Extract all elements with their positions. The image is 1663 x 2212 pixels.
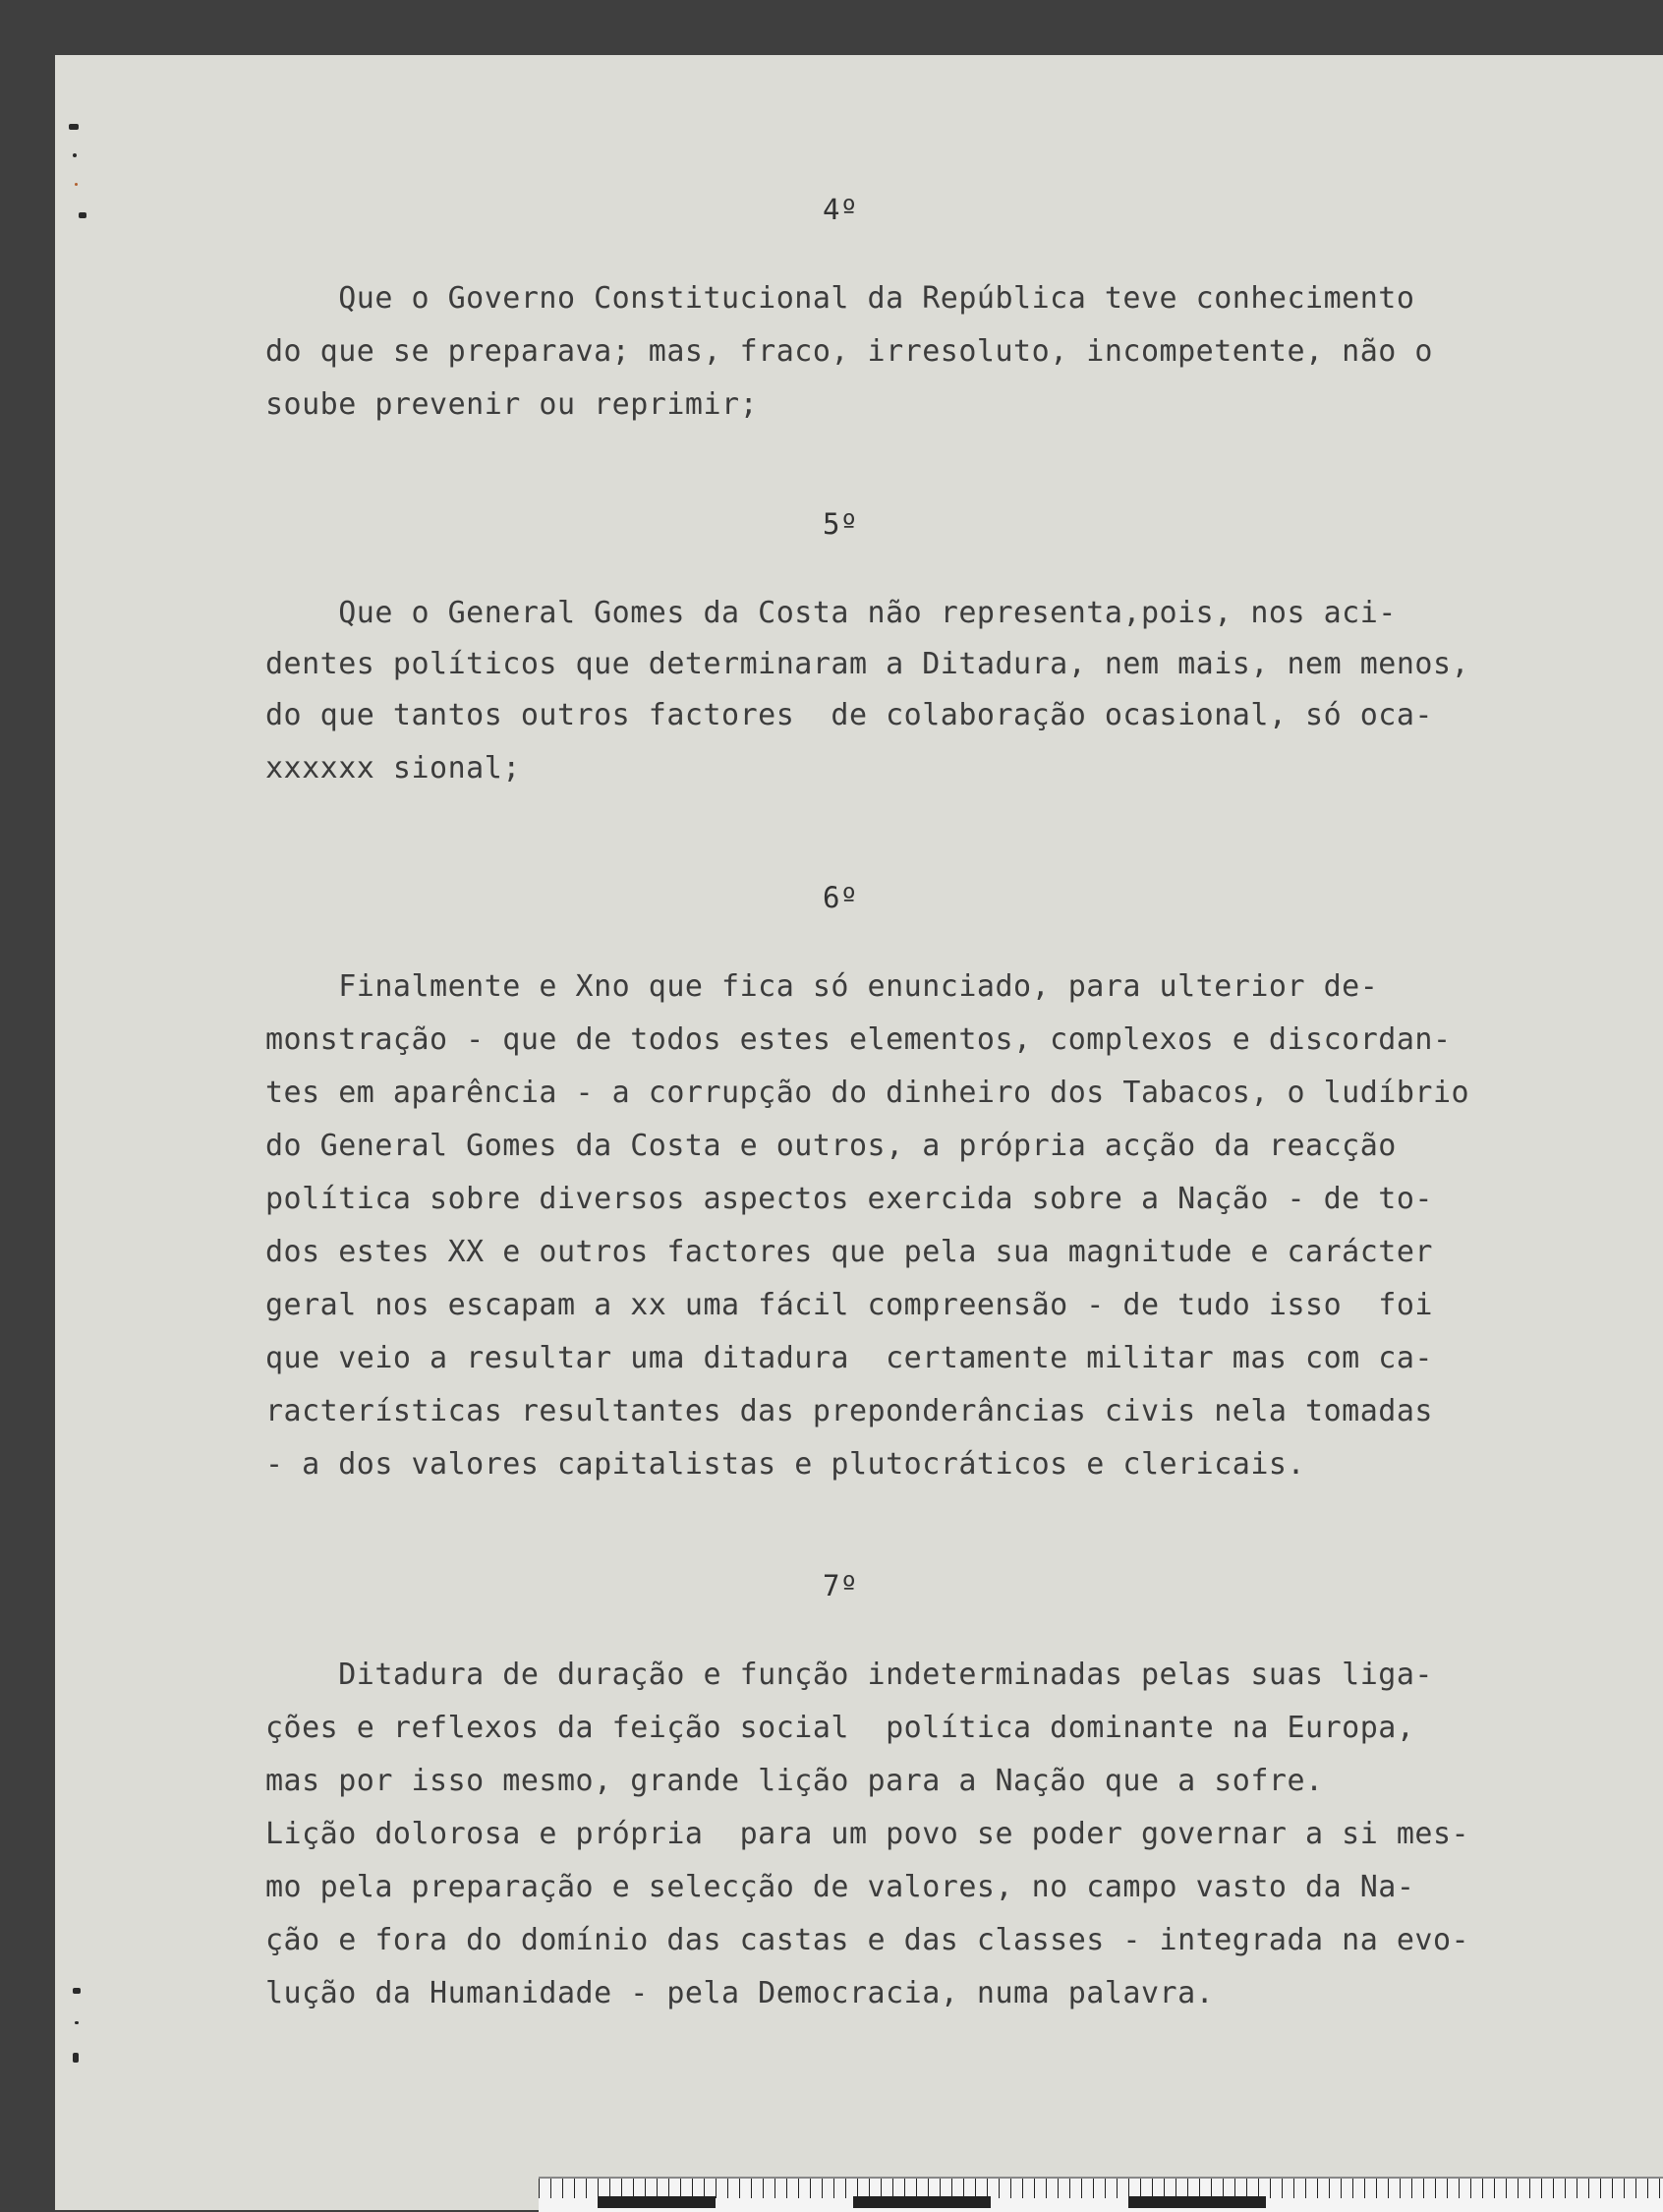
text-line: mas por isso mesmo, grande lição para a Nação que a sofre. <box>265 1764 1324 1798</box>
text-line: Que o Governo Constitucional da República teve conhecimento <box>265 281 1415 316</box>
text-line: - a dos valores capitalistas e plutocráticos e clericais. <box>265 1447 1306 1482</box>
text-line: ção e fora do domínio das castas e das classes - integrada na evo- <box>265 1923 1470 1957</box>
section-number: 5º <box>823 507 858 541</box>
scale-ruler <box>539 2177 1663 2212</box>
text-line: do que tantos outros factores de colaboração ocasional, só oca- <box>265 698 1433 732</box>
binding-hole-mark <box>79 212 86 218</box>
text-line: racterísticas resultantes das preponderâncias civis nela tomadas <box>265 1394 1433 1428</box>
text-line: Lição dolorosa e própria para um povo se poder governar a si mes- <box>265 1817 1470 1851</box>
text-line: mo pela preparação e selecção de valores, no campo vasto da Na- <box>265 1870 1415 1904</box>
text-line: política sobre diversos aspectos exercida sobre a Nação - de to- <box>265 1182 1433 1216</box>
document-page <box>55 55 1663 2210</box>
section-number: 6º <box>823 881 858 914</box>
text-line: tes em aparência - a corrupção do dinheiro dos Tabacos, o ludíbrio <box>265 1076 1470 1110</box>
text-line: geral nos escapam a xx uma fácil compreensão - de tudo isso foi <box>265 1288 1433 1322</box>
typed-text-block <box>265 193 1641 2010</box>
text-line: dos estes XX e outros factores que pela sua magnitude e carácter <box>265 1235 1433 1269</box>
text-line: lução da Humanidade - pela Democracia, numa palavra. <box>265 1976 1215 2010</box>
ruler-block <box>853 2196 991 2208</box>
section-number: 4º <box>823 193 858 226</box>
text-line: soube prevenir ou reprimir; <box>265 387 759 422</box>
ruler-block <box>598 2196 716 2208</box>
text-line: Que o General Gomes da Costa não representa,pois, nos aci- <box>265 596 1397 630</box>
binding-hole-mark <box>73 1988 81 1994</box>
section-number: 7º <box>823 1569 858 1602</box>
text-line: ções e reflexos da feição social política dominante na Europa, <box>265 1711 1415 1745</box>
ruler-block <box>1128 2196 1266 2208</box>
text-line: xxxxxx sional; <box>265 751 521 786</box>
binding-hole-mark <box>73 153 77 157</box>
binding-hole-mark <box>69 124 79 130</box>
text-line: dentes políticos que determinaram a Ditadura, nem mais, nem menos, <box>265 647 1470 681</box>
text-line: do que se preparava; mas, fraco, irresoluto, incompetente, não o <box>265 334 1433 369</box>
ruler-ticks <box>539 2179 1663 2198</box>
text-line: monstração - que de todos estes elementos, complexos e discordan- <box>265 1022 1452 1057</box>
binding-hole-mark <box>75 183 78 186</box>
text-line: Finalmente e Xno que fica só enunciado, para ulterior de- <box>265 969 1379 1004</box>
binding-hole-mark <box>73 2053 79 2063</box>
text-line: do General Gomes da Costa e outros, a própria acção da reacção <box>265 1129 1397 1163</box>
text-line: que veio a resultar uma ditadura certamente militar mas com ca- <box>265 1341 1433 1375</box>
binding-hole-mark <box>75 2021 79 2024</box>
text-line: Ditadura de duração e função indeterminadas pelas suas liga- <box>265 1658 1433 1692</box>
